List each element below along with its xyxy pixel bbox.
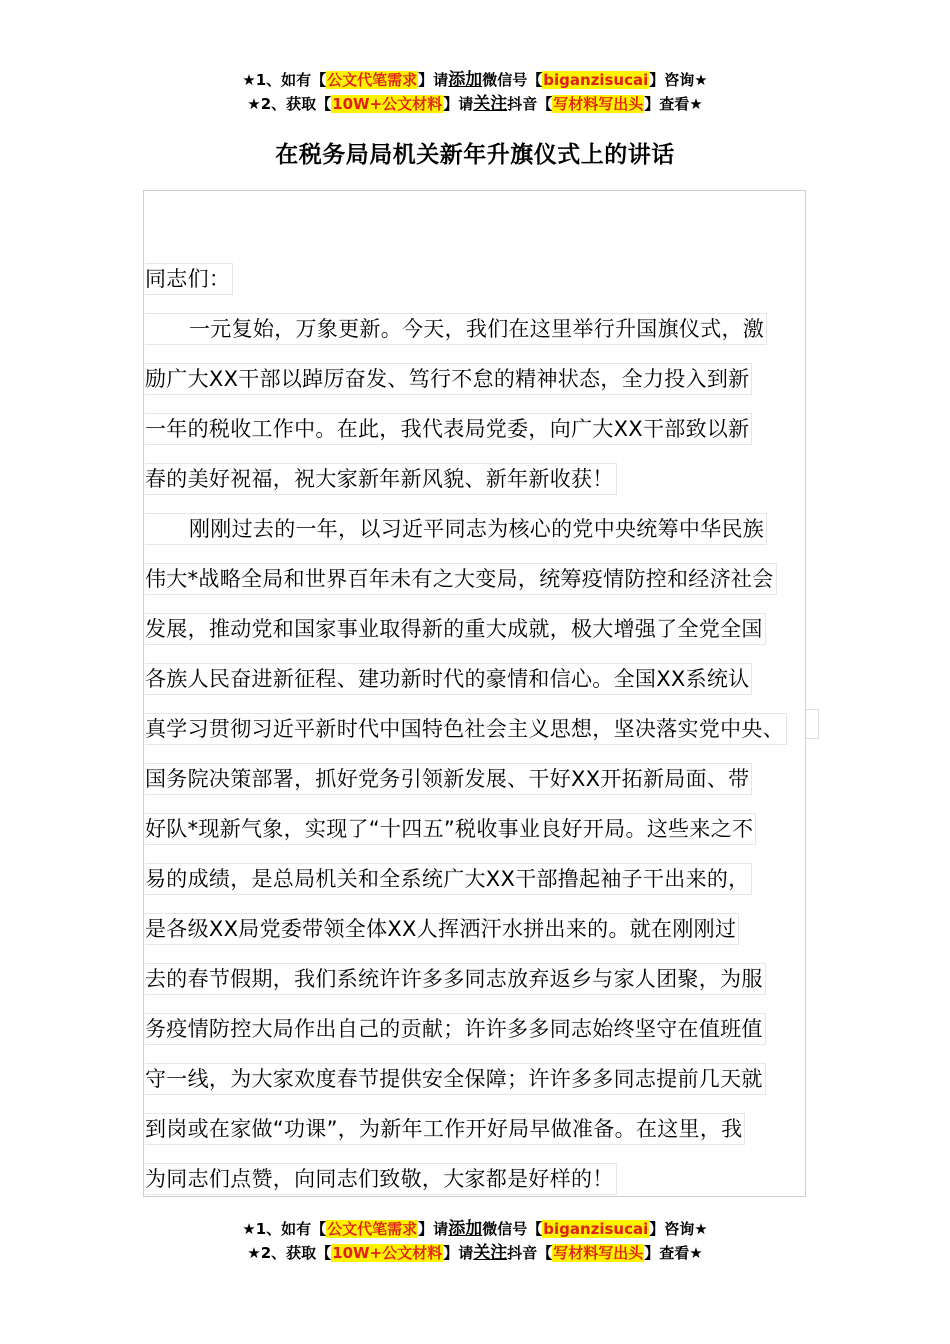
text-line: 春的美好祝福，祝大家新年新风貌、新年新收获！ — [145, 463, 617, 495]
banner-text: 】查看★ — [644, 95, 703, 113]
paragraph-2-line — [145, 1053, 845, 1103]
emphasis-follow: 关注 — [473, 94, 508, 114]
text-line: 伟大*战略全局和世界百年未有之大变局，统筹疫情防控和经济社会 — [145, 563, 777, 595]
text-line: 一元复始，万象更新。今天，我们在这里举行升国旗仪式，激 — [145, 313, 767, 345]
text-line: 好队*现新气象，实现了“十四五”税收事业良好开局。这些来之不 — [145, 813, 756, 845]
emphasis-add: 添加 — [448, 1219, 483, 1239]
top-banner — [0, 68, 950, 116]
paragraph-2-line — [145, 553, 845, 603]
paragraph-2-line — [145, 803, 845, 853]
paragraph-1-line — [145, 303, 845, 353]
salutation — [145, 253, 845, 303]
text-line: 为同志们点赞，向同志们致敬，大家都是好样的！ — [145, 1163, 617, 1195]
text-line: 是各级XX局党委带领全体XX人挥洒汗水拼出来的。就在刚刚过 — [145, 913, 739, 945]
banner-text: 】请 — [443, 1244, 474, 1262]
text-line: 一年的税收工作中。在此，我代表局党委，向广大XX干部致以新 — [145, 413, 752, 445]
text-line: 同志们： — [145, 263, 233, 295]
banner-text: 微信号【 — [482, 71, 543, 89]
document-body — [145, 253, 845, 1203]
highlight-ghostwriting: 公文代笔需求 — [327, 71, 418, 89]
highlight-douyin-account: 写材料写出头 — [553, 1244, 644, 1262]
paragraph-2-line — [145, 753, 845, 803]
banner-text: ★2、获取【 — [247, 1244, 332, 1262]
banner-text: ★2、获取【 — [247, 95, 332, 113]
banner-text: 】咨询★ — [649, 1220, 708, 1238]
banner-line-1 — [0, 68, 950, 92]
highlight-wechat-id: biganzisucai — [543, 1220, 649, 1238]
emphasis-follow: 关注 — [473, 1243, 508, 1263]
banner-text: 】请 — [418, 71, 449, 89]
paragraph-2-line — [145, 1153, 845, 1203]
banner-text: 微信号【 — [482, 1220, 543, 1238]
banner-line-2 — [0, 1241, 950, 1265]
banner-text: 抖音【 — [507, 1244, 553, 1262]
text-line: 刚刚过去的一年，以习近平同志为核心的党中央统筹中华民族 — [145, 513, 767, 545]
banner-text: ★1、如有【 — [242, 71, 327, 89]
paragraph-2-line — [145, 503, 845, 553]
paragraph-1-line — [145, 453, 845, 503]
text-line: 务疫情防控大局作出自己的贡献；许许多多同志始终坚守在值班值 — [145, 1013, 766, 1045]
text-line: 励广大XX干部以踔厉奋发、笃行不怠的精神状态，全力投入到新 — [145, 363, 752, 395]
paragraph-2-line — [145, 703, 845, 753]
banner-text: ★1、如有【 — [242, 1220, 327, 1238]
paragraph-2-line — [145, 903, 845, 953]
banner-line-2 — [0, 92, 950, 116]
paragraph-2-line — [145, 953, 845, 1003]
banner-text: 】请 — [418, 1220, 449, 1238]
paragraph-2-line — [145, 653, 845, 703]
highlight-wechat-id: biganzisucai — [543, 71, 649, 89]
banner-text: 】查看★ — [644, 1244, 703, 1262]
text-line: 真学习贯彻习近平新时代中国特色社会主义思想，坚决落实党中央、 — [145, 713, 787, 745]
text-line: 国务院决策部署，抓好党务引领新发展、干好XX开拓新局面、带 — [145, 763, 752, 795]
paragraph-2-line — [145, 1003, 845, 1053]
highlight-materials: 10W+公文材料 — [332, 1244, 443, 1262]
emphasis-add: 添加 — [448, 70, 483, 90]
text-line: 到岗或在家做“功课”，为新年工作开好局早做准备。在这里，我 — [145, 1113, 745, 1145]
paragraph-2-line — [145, 603, 845, 653]
paragraph-2-line — [145, 1103, 845, 1153]
highlight-douyin-account: 写材料写出头 — [553, 95, 644, 113]
text-line: 各族人民奋进新征程、建功新时代的豪情和信心。全国XX系统认 — [145, 663, 752, 695]
paragraph-1-line — [145, 353, 845, 403]
banner-text: 】咨询★ — [649, 71, 708, 89]
text-line: 守一线，为大家欢度春节提供安全保障；许许多多同志提前几天就 — [145, 1063, 766, 1095]
banner-text: 】请 — [443, 95, 474, 113]
highlight-materials: 10W+公文材料 — [332, 95, 443, 113]
text-line: 发展，推动党和国家事业取得新的重大成就，极大增强了全党全国 — [145, 613, 766, 645]
text-line: 易的成绩，是总局机关和全系统广大XX干部撸起袖子干出来的， — [145, 863, 752, 895]
banner-line-1 — [0, 1217, 950, 1241]
text-line: 去的春节假期，我们系统许许多多同志放弃返乡与家人团聚，为服 — [145, 963, 766, 995]
paragraph-2-line — [145, 853, 845, 903]
paragraph-1-line — [145, 403, 845, 453]
banner-text: 抖音【 — [507, 95, 553, 113]
bottom-banner — [0, 1217, 950, 1265]
document-title: 在税务局局机关新年升旗仪式上的讲话 — [275, 142, 675, 168]
highlight-ghostwriting: 公文代笔需求 — [327, 1220, 418, 1238]
